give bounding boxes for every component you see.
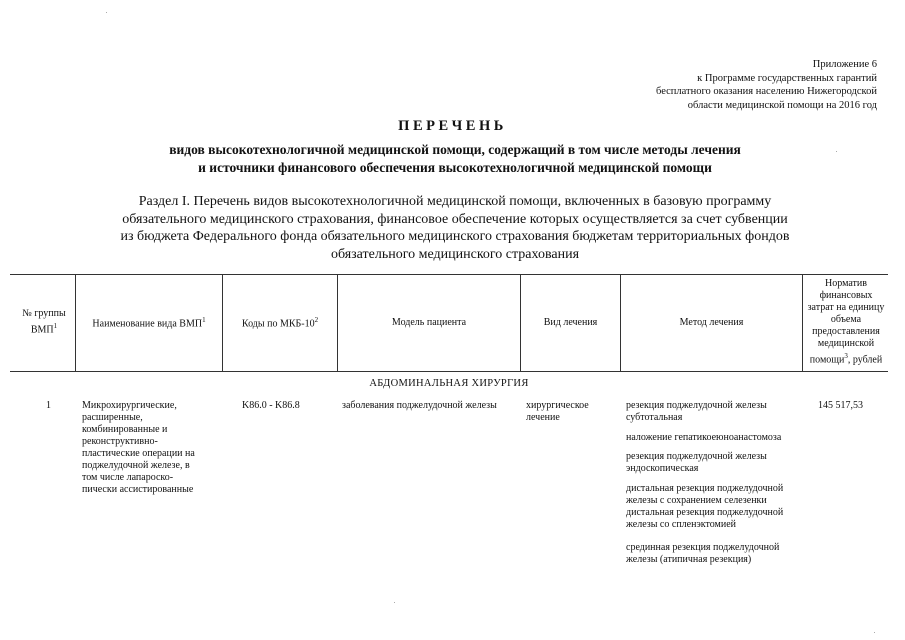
document-subtitle [40,141,870,177]
table-header-bottom-border [10,371,888,372]
column-divider [802,274,803,371]
header-cost-norm: Норматив финансовых затрат на единицу объема предоставления медицинской помощи$^3$, рублей [807,278,885,366]
section-line: обязательного медицинского страхования [330,246,580,262]
header-vmp-name: Наименование вида ВМП$^1$ [92,316,206,330]
column-divider [620,274,621,371]
subtitle-line: и источники финансового обеспечения высокотехнологичной медицинской помощи [198,160,712,175]
section-line: обязательного медицинского страхования, финансовое обеспечение которых осуществляется за счет субвенции [122,211,788,227]
appendix-line: к Программе государственных гарантий [697,72,877,84]
row-treatment-type: хирургическое лечение [526,400,589,423]
header-group-number: № группы ВМП$^1$ [22,308,66,336]
header-treatment-type: Вид лечения [543,316,598,328]
treatment-method-item: резекция поджелудочной железы эндоскопическая [626,451,767,474]
subtitle-line: видов высокотехнологичной медицинской помощи, содержащий в том числе методы лечения [169,142,741,157]
treatment-method-item: резекция поджелудочной железы субтотальная [626,400,767,423]
header-patient-model: Модель пациента [391,316,467,328]
appendix-line: Приложение 6 [812,59,877,70]
header-icd-codes: Коды по МКБ-$10^2$ [241,316,319,330]
appendix-line: области медицинской помощи на 2016 год [687,99,877,111]
treatment-method-item: дистальная резекция поджелудочной железы с сохранением селезенки [626,483,784,506]
scan-speck [394,602,395,603]
treatment-method-item: срединная резекция поджелудочной железы (атипичная резекция) [626,542,780,565]
scan-speck [836,151,837,152]
appendix-line: бесплатного оказания населению Нижегородской [655,86,877,97]
row-patient-model: заболевания поджелудочной железы [342,400,497,411]
treatment-method-item: наложение гепатикоеюноанастомоза [626,432,782,443]
column-divider [75,274,76,371]
row-group-number: 1 [46,400,51,411]
section-line: Раздел I. Перечень видов высокотехнологичной медицинской помощи, включенных в базовую программу [138,194,772,209]
appendix-note [577,58,877,112]
document-title: ПЕРЕЧЕНЬ [398,118,507,134]
row-icd-codes: K86.0 - K86.8 [242,400,300,411]
scan-speck [106,12,107,13]
column-divider [520,274,521,371]
column-divider [222,274,223,371]
group-title: АБДОМИНАЛЬНАЯ ХИРУРГИЯ [369,378,529,389]
treatment-method-item: дистальная резекция поджелудочной железы со спленэктомией [626,507,784,530]
scan-speck [874,632,875,633]
section-heading [60,193,850,263]
row-cost-norm: 145 517,53 [818,400,863,411]
section-line: из бюджета Федерального фонда обязательного медицинского страхования бюджетам территориальных фондов [120,229,790,244]
column-divider [337,274,338,371]
header-treatment-method: Метод лечения [679,316,744,328]
row-vmp-name: Микрохирургические, расширенные, комбинированные и реконструктивно-пластические операции на поджелудочной железе, в том числе лапароско-пически ассистированные [82,400,195,495]
